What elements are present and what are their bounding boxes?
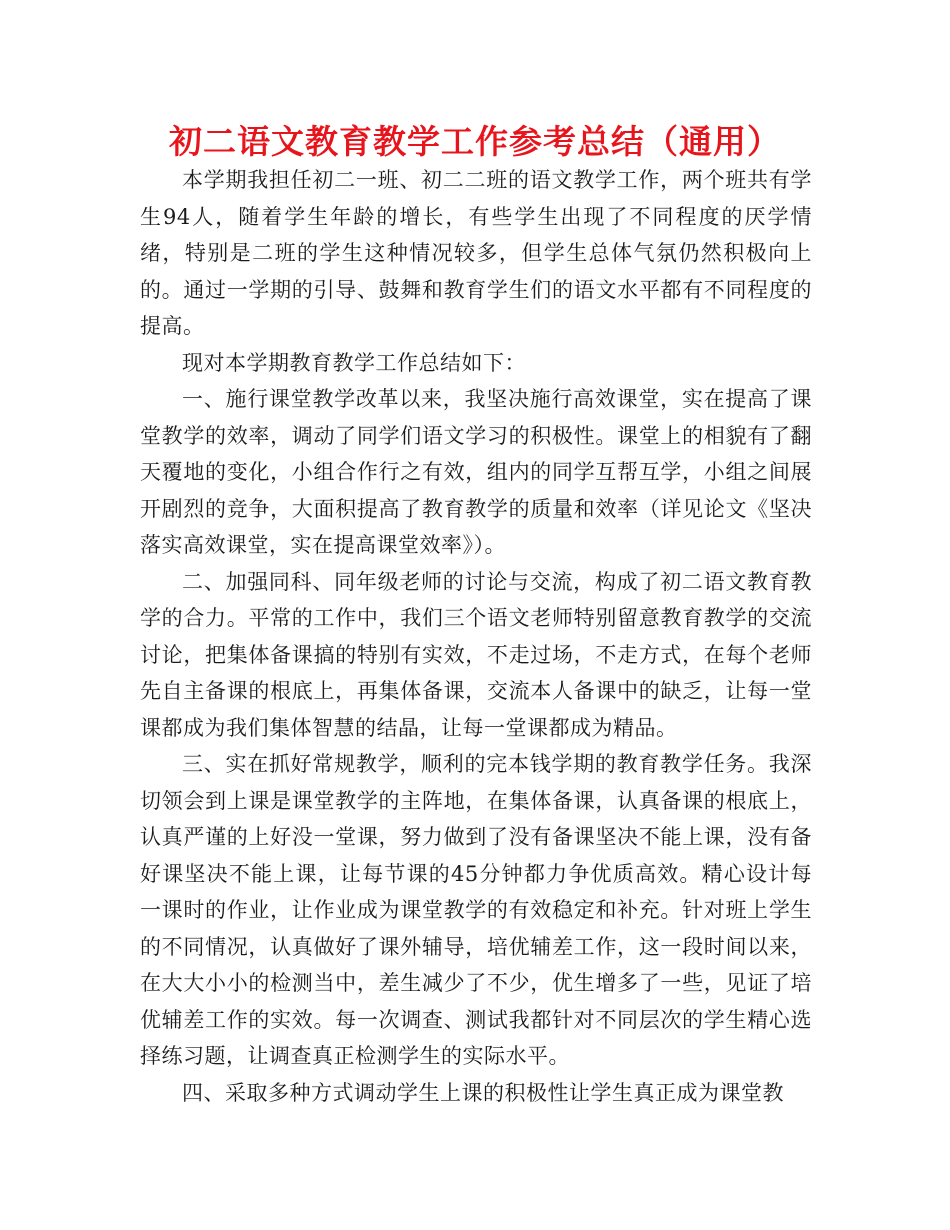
paragraph-section-1: 一、施行课堂教学改革以来，我坚决施行高效课堂，实在提高了课堂教学的效率，调动了同学们语文学习的积极性。课堂上的相貌有了翻天覆地的变化，小组合作行之有效，组内的同学互帮互学，小组之间展开剧烈的竞争，大面积提高了教育教学的质量和效率（详见论文《坚决落实高效课堂，实在提高课堂效率》）。 — [140, 387, 812, 557]
paragraph-section-4: 四、采取多种方式调动学生上课的积极性让学生真正成为课堂教 — [182, 1080, 784, 1105]
document-body — [140, 162, 812, 1111]
document-title: 初二语文教育教学工作参考总结（通用） — [169, 122, 781, 161]
paragraph-section-2: 二、加强同科、同年级老师的讨论与交流，构成了初二语文教育教学的合力。平常的工作中，我们三个语文老师特别留意教育教学的交流讨论，把集体备课搞的特别有实效，不走过场，不走方式，在每个老师先自主备课的根底上，再集体备课，交流本人备课中的缺乏，让每一堂课都成为我们集体智慧的结晶，让每一堂课都成为精品。 — [140, 569, 812, 740]
paragraph-intro: 本学期我担任初二一班、初二二班的语文教学工作，两个班共有学生94人，随着学生年龄的增长，有些学生出现了不同程度的厌学情绪，特别是二班的学生这种情况较多，但学生总体气氛仍然积极向上的。通过一学期的引导、鼓舞和教育学生们的语文水平都有不同程度的提高。 — [140, 168, 812, 338]
paragraph-summary-lead: 现对本学期教育教学工作总结如下： — [182, 350, 526, 375]
paragraph-section-3: 三、实在抓好常规教学，顺利的完本钱学期的教育教学任务。我深切领会到上课是课堂教学的主阵地，在集体备课，认真备课的根底上，认真严谨的上好没一堂课，努力做到了没有备课坚决不能上课，没有备好课坚决不能上课，让每节课的45分钟都力争优质高效。精心设计每一课时的作业，让作业成为课堂教学的有效稳定和补充。针对班上学生的不同情况，认真做好了课外辅导，培优辅差工作，这一段时间以来，在大大小小的检测当中，差生减少了不少，优生增多了一些，见证了培优辅差工作的实效。每一次调查、测试我都针对不同层次的学生精心选择练习题，让调查真正检测学生的实际水平。 — [140, 752, 812, 1068]
